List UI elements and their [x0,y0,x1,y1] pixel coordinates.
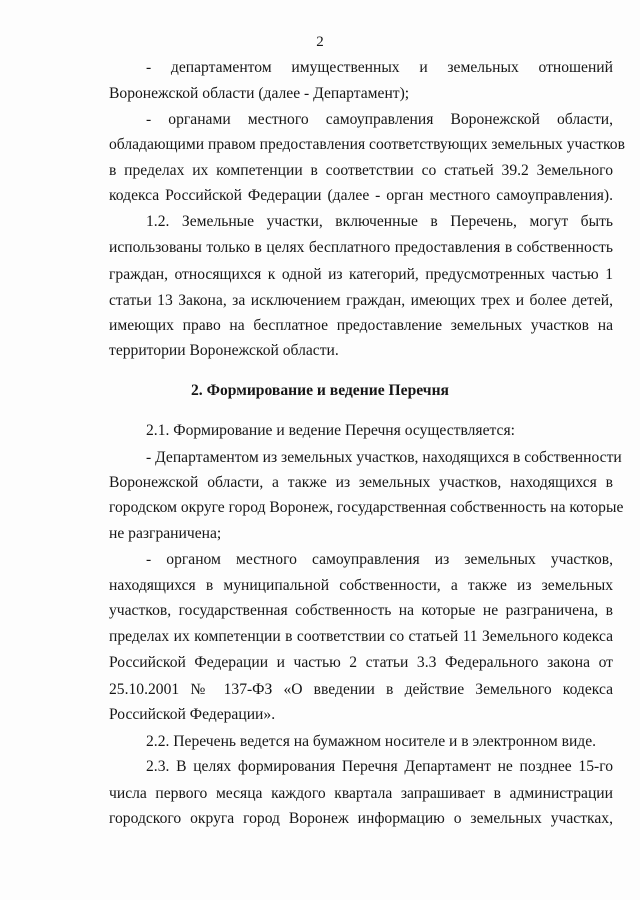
text-line: - департаментом имущественных и земельных отношений [146,59,613,76]
text-line: Российской Федерации и частью 2 статьи 3.3 Федерального закона от [109,654,613,671]
text-line: обладающими правом предоставления соответствующих земельных участков [109,136,625,153]
text-line: Воронежской области (далее - Департамент); [109,85,410,102]
text-line: Воронежской области, а также из земельных участков, находящихся в [109,474,613,491]
text-line: находящихся в муниципальной собственности, а также из земельных [109,577,613,594]
text-line: граждан, относящихся к одной из категорий, предусмотренных частью 1 [109,266,613,283]
text-line: пределах их компетенции в соответствии со статьей 11 Земельного кодекса [109,628,613,645]
text-line: не разграничена; [109,525,222,542]
text-line: - органами местного самоуправления Воронежской области, [146,111,613,128]
text-line: 2.2. Перечень ведется на бумажном носителе и в электронном виде. [146,733,597,750]
page-number: 2 [316,34,324,50]
text-line: числа первого месяца каждого квартала запрашивает в администрации [109,785,613,802]
text-line: имеющих право на бесплатное предоставление земельных участков на [109,317,613,334]
text-line: городского округа город Воронеж информацию о земельных участках, [109,810,613,827]
text-line: 2.3. В целях формирования Перечня Департамент не позднее 15-го [146,758,613,775]
text-line: кодекса Российской Федерации (далее - орган местного самоуправления). [109,187,613,204]
text-line: в пределах их компетенции в соответствии со статьей 39.2 Земельного [109,162,613,179]
text-line: городском округе город Воронеж, государственная собственность на которые [109,499,624,516]
text-line: 25.10.2001 № 137-ФЗ «О введении в действие Земельного кодекса [109,681,613,698]
text-line: использованы только в целях бесплатного предоставления в собственность [109,239,613,256]
text-line: - органом местного самоуправления из земельных участков, [146,551,613,568]
text-line: территории Воронежской области. [109,342,339,359]
text-line: 2.1. Формирование и ведение Перечня осуществляется: [146,422,515,439]
section-heading: 2. Формирование и ведение Перечня [190,382,449,399]
text-line: - Департаментом из земельных участков, находящихся в собственности [146,449,622,466]
text-line: статьи 13 Закона, за исключением граждан, имеющих трех и более детей, [109,292,613,309]
text-line: участков, государственная собственность на которые не разграничена, в [109,602,613,619]
text-line: Российской Федерации». [109,706,276,723]
text-line: 1.2. Земельные участки, включенные в Перечень, могут быть [146,213,613,230]
